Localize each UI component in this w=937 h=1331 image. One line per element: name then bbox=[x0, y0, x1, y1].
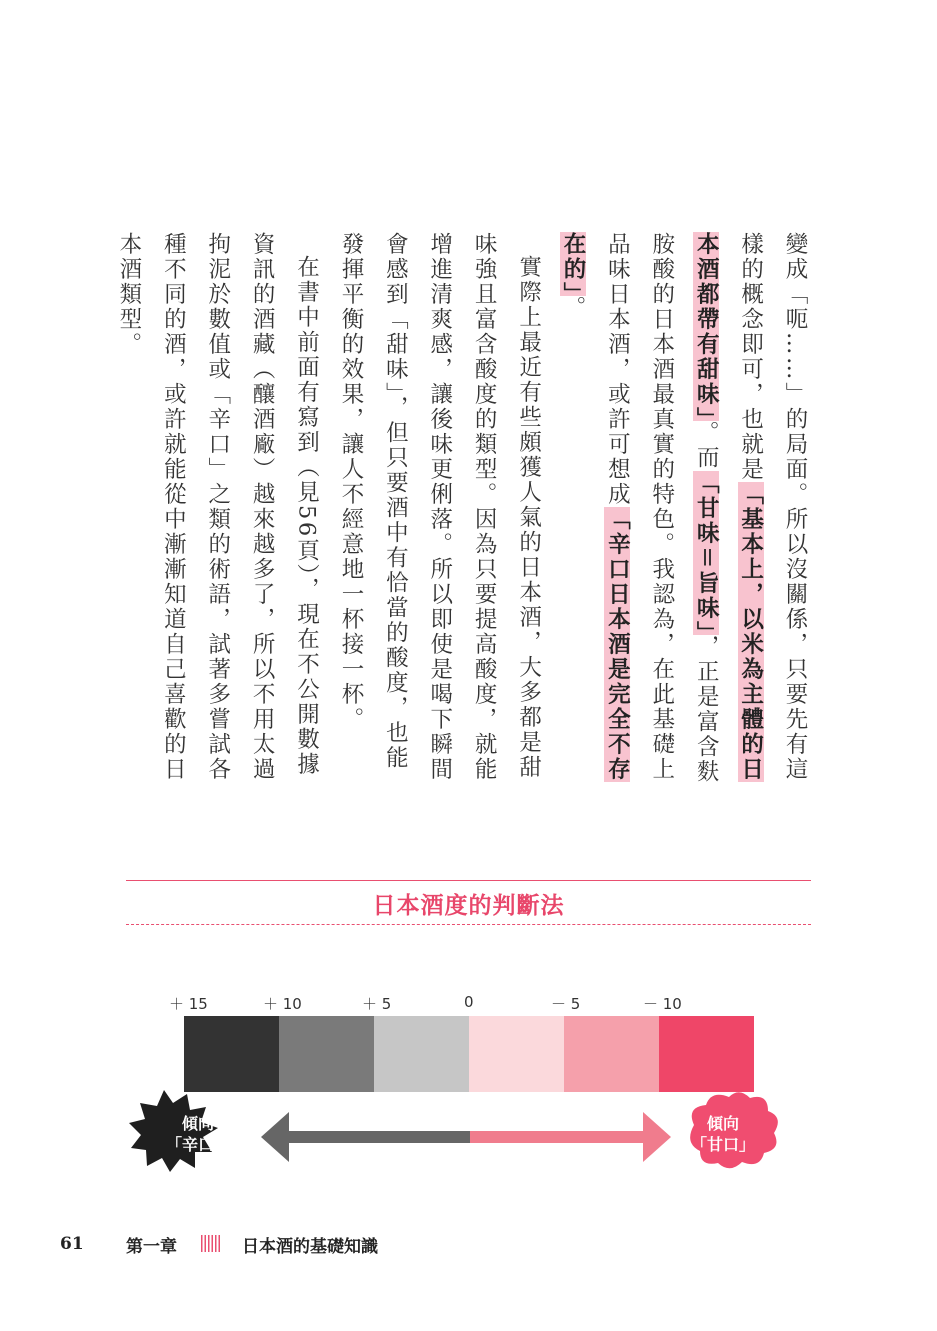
arrow-shaft-right bbox=[470, 1131, 645, 1143]
scale-band bbox=[659, 1016, 754, 1092]
text-run: ，正是富含麩胺酸的日本酒最真實的特色。我認為，在此基礎上品味日本酒，或許可想成 bbox=[604, 232, 720, 785]
stripes-icon bbox=[201, 1235, 221, 1252]
page-number: 61 bbox=[60, 1234, 84, 1254]
scale-title: 日本酒度的判斷法 bbox=[372, 893, 565, 919]
scale-band bbox=[564, 1016, 659, 1092]
tick-label: ＋ 5 bbox=[362, 995, 392, 1013]
section-title: 日本酒的基礎知識 bbox=[242, 1237, 378, 1257]
tick-label: － 5 bbox=[551, 995, 581, 1013]
tick-label: ＋ 10 bbox=[263, 995, 302, 1013]
sweet-tendency-label: 傾向 「甘口」 bbox=[691, 1114, 756, 1154]
text-run: 變成「呃……」的局面。所以沒關係，只要先有這樣的概念即可，也就是 bbox=[737, 232, 808, 782]
tick-label: ＋ 15 bbox=[169, 995, 208, 1013]
dry-tendency-label: 傾向 「辛口」 bbox=[166, 1114, 231, 1154]
arrow-shaft-left bbox=[286, 1131, 470, 1143]
scale-band bbox=[184, 1016, 279, 1092]
arrow-head-right-icon bbox=[643, 1112, 671, 1162]
arrow-head-left-icon bbox=[261, 1112, 289, 1162]
scale-band bbox=[469, 1016, 564, 1092]
paragraph-3: 在書中前面有寫到（見56頁），現在不公開數據資訊的酒藏（釀酒廠）越來越多了，所以不用太過拘泥於數值或「辛口」之類的術語，試著多嘗試各種不同的酒，或許就能從中漸漸知道自己喜歡的日本酒類型。 bbox=[115, 232, 320, 782]
vertical-body-text bbox=[107, 232, 818, 792]
highlight-sweet-umami: 「甘味＝旨味」 bbox=[693, 470, 720, 635]
tick-label: 0 bbox=[464, 993, 474, 1011]
title-rule-top bbox=[126, 880, 811, 881]
chapter-label: 第一章 bbox=[126, 1237, 177, 1257]
highlight-no-dry-sake: 「辛口日本酒是完全不存在的」 bbox=[559, 232, 631, 782]
scale-band bbox=[279, 1016, 374, 1092]
sake-meter-scale bbox=[126, 880, 811, 1180]
paragraph-1 bbox=[551, 232, 817, 792]
tick-label: － 10 bbox=[643, 995, 682, 1013]
scale-band bbox=[374, 1016, 469, 1092]
page-footer bbox=[0, 1232, 937, 1262]
paragraph-2: 實際上最近有些頗獲人氣的日本酒，大多都是甜味強且富含酸度的類型。因為只要提高酸度，就能增進清爽感，讓後味更俐落。所以即使是喝下瞬間會感到「甜味」，但只要酒中有恰當的酸度，也能發揮平衡的效果，讓人不經意地一杯接一杯。 bbox=[337, 232, 542, 782]
text-run: 。 bbox=[559, 295, 586, 321]
text-run: 。而 bbox=[693, 420, 720, 471]
highlight-rice-sweet: 「基本上，以米為主體的日本酒都帶有甜味」 bbox=[693, 232, 764, 782]
title-rule-bottom bbox=[126, 924, 811, 925]
